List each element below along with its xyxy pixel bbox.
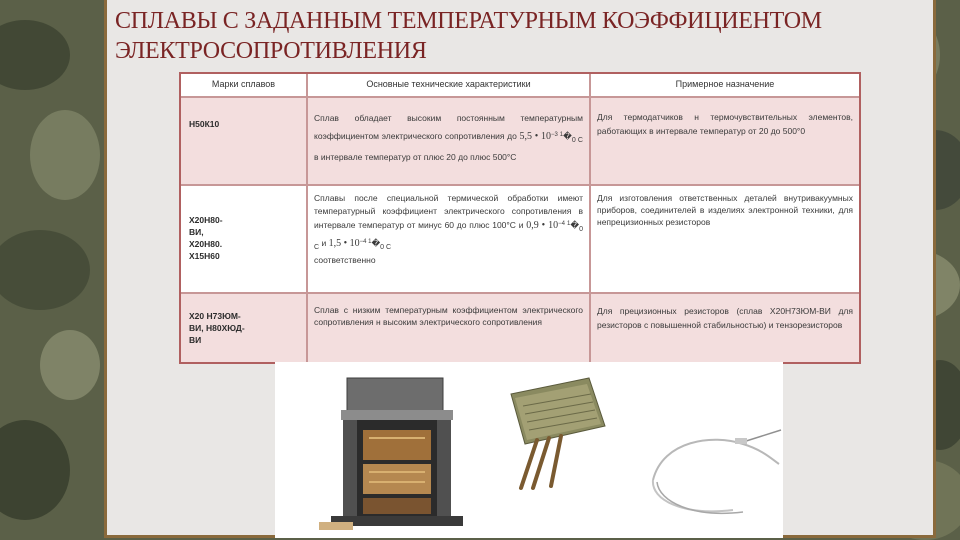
characteristics-cell — [308, 98, 591, 186]
grade-line: Х20 Н73ЮМ- — [189, 311, 241, 321]
grade-line: Х20Н80- — [189, 215, 223, 225]
formula: 1,5 • 10 — [328, 238, 360, 249]
unit-sub: 0 C — [314, 226, 583, 251]
grade-cell — [181, 294, 308, 362]
characteristics-cell — [308, 186, 591, 294]
purpose-cell — [591, 98, 859, 186]
purpose-cell — [591, 294, 859, 362]
unit-sub: 0 C — [571, 137, 583, 144]
header-purpose: Примерное назначение — [591, 74, 859, 98]
grade-line: ВИ, — [189, 227, 204, 237]
unit-glyph: � — [563, 131, 572, 141]
purpose-text: Для изготовления ответственных деталей внутривакуумных приборов, соединителей в изделиях электронной техники, для непрецизионных резисторов — [597, 193, 853, 227]
grade-line: Х15Н60 — [189, 251, 220, 261]
furnace-photo — [317, 372, 477, 532]
slide-title — [115, 6, 915, 66]
desc-text: Сплав обладает высоким постоянным температурным коэффициентом электрического сопротивления до — [314, 113, 583, 141]
desc-text: в интервале температур от плюс 20 до плюс 500°С — [314, 152, 517, 162]
purpose-text: Для прецизионных резисторов (сплав Х20Н73ЮМ-ВИ для резисторов с повышенной стабильностью) и тензорезисторов — [597, 306, 853, 330]
grade-line: Х20Н80. — [189, 239, 223, 249]
formula-exponent: −4 1 — [359, 239, 372, 245]
formula: 5,5 • 10 — [519, 131, 551, 142]
unit-glyph: � — [570, 220, 580, 230]
slide-panel — [104, 0, 936, 538]
unit-sub: 0 C — [380, 244, 392, 251]
grade-text: Н50К10 — [189, 119, 220, 129]
grade-cell — [181, 98, 308, 186]
title-line-1: СПЛАВЫ С ЗАДАННЫМ ТЕМПЕРАТУРНЫМ КОЭФФИЦИЕНТОМ — [115, 8, 822, 34]
desc-text: Сплав с низким температурным коэффициентом электрического сопротивления н высоким электрического сопротивления — [314, 305, 583, 327]
alloy-table — [179, 72, 861, 364]
table-row — [181, 186, 859, 294]
header-grades: Марки сплавов — [181, 74, 308, 98]
formula: 0,9 • 10 — [526, 220, 559, 231]
desc-text: соответственно — [314, 255, 376, 265]
photos-strip — [275, 362, 783, 538]
characteristics-cell — [308, 294, 591, 362]
desc-and: и — [321, 238, 327, 248]
table-header-row — [181, 74, 859, 98]
resistor-photo — [493, 372, 613, 492]
desc-text: Сплавы после специальной термической обработки имеют температурный коэффициент электрического сопротивления в интервале температур от минус 60 до плюс 100°С и — [314, 193, 583, 230]
table-row — [181, 98, 859, 186]
title-line-2: ЭЛЕКТРОСОПРОТИВЛЕНИЯ — [115, 38, 427, 64]
grade-line: ВИ, Н80ХЮД- — [189, 323, 245, 333]
grade-cell — [181, 186, 308, 294]
unit-glyph: � — [371, 238, 381, 248]
table-row — [181, 294, 859, 362]
purpose-cell — [591, 186, 859, 294]
thermocouple-wire-photo — [633, 420, 783, 524]
header-characteristics: Основные технические характеристики — [308, 74, 591, 98]
purpose-text: Для термодатчиков н термочувствительных элементов, работающих в интервале температур от 20 до 500°0 — [597, 112, 853, 136]
formula-exponent: −3 1 — [550, 132, 564, 138]
formula-exponent: −4 1 — [558, 221, 571, 227]
grade-line: ВИ — [189, 335, 202, 345]
